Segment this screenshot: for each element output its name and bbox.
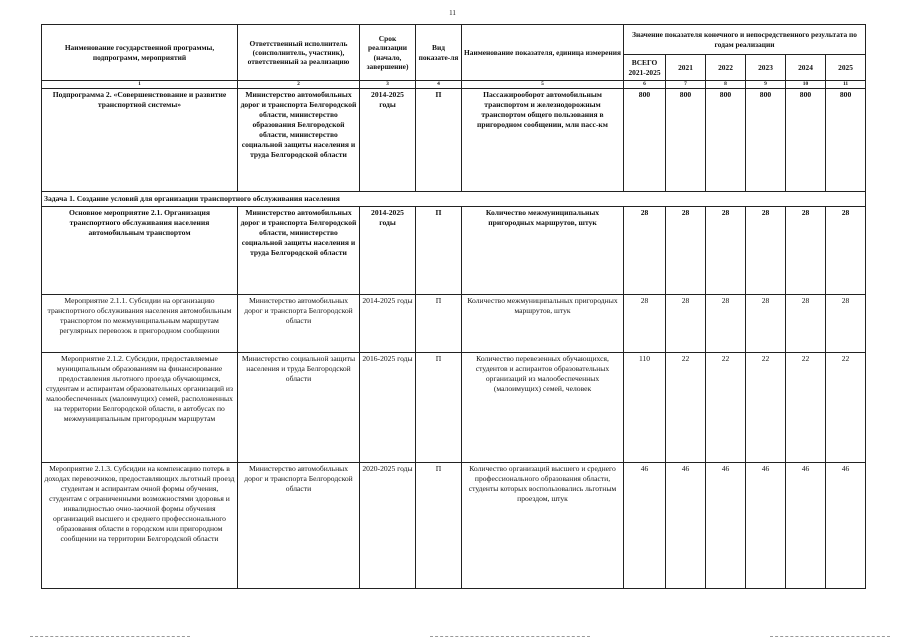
row-indicator-type: П — [416, 463, 462, 589]
column-number: 4 — [416, 81, 462, 89]
row-responsible: Министерство автомобильных дорог и транспорта Белгородской области — [238, 463, 360, 589]
row-value-year: 46 — [666, 463, 706, 589]
row-program-name: Основное мероприятие 2.1. Организация транспортного обслуживания населения автомобильным транспортом — [42, 207, 238, 295]
row-program-name: Мероприятие 2.1.2. Субсидии, предоставляемые муниципальным образованиям на финансирование предоставления льготного проезда обучающимся, студентам и аспирантам образовательных организаций из малообеспеченных (малоимущих) семей, расположенных на территории Белгородской области, в автобусах по межмуниципальным пригородным маршрутам — [42, 353, 238, 463]
row-indicator-type: П — [416, 89, 462, 192]
header-year: 2023 — [746, 55, 786, 81]
row-program-name: Подпрограмма 2. «Совершенствование и развитие транспортной системы» — [42, 89, 238, 192]
row-term: 2014-2025 годы — [360, 295, 416, 353]
row-value-year: 28 — [746, 207, 786, 295]
row-value-total: 28 — [624, 207, 666, 295]
task-title: Задача 1. Создание условий для организации транспортного обслуживания населения — [42, 192, 866, 207]
column-number: 2 — [238, 81, 360, 89]
row-value-total: 110 — [624, 353, 666, 463]
scan-edge-line — [30, 636, 190, 637]
row-indicator-name: Количество межмуниципальных пригородных маршрутов, штук — [462, 207, 624, 295]
row-indicator-type: П — [416, 353, 462, 463]
row-term: 2014-2025 годы — [360, 89, 416, 192]
column-number: 6 — [624, 81, 666, 89]
program-indicators-table — [41, 24, 866, 589]
table-row-measure — [42, 353, 866, 463]
row-value-year: 28 — [786, 295, 826, 353]
column-number: 9 — [746, 81, 786, 89]
row-value-year: 22 — [786, 353, 826, 463]
row-term: 2020-2025 годы — [360, 463, 416, 589]
row-program-name: Мероприятие 2.1.3. Субсидии на компенсацию потерь в доходах перевозчиков, предоставляющих льготный проезд студентам и аспирантам очной формы обучения, студентам с ограниченными возможностями здоровья и инвалидностью очно-заочной формы обучения организаций высшего и среднего профессионального образования области в городском или пригородном сообщении на территории Белгородской области — [42, 463, 238, 589]
row-value-year: 46 — [746, 463, 786, 589]
column-number: 10 — [786, 81, 826, 89]
row-value-year: 22 — [746, 353, 786, 463]
scan-edge-line — [430, 636, 590, 637]
page-number: 11 — [449, 9, 456, 17]
column-number: 1 — [42, 81, 238, 89]
row-value-year: 800 — [666, 89, 706, 192]
header-year: 2024 — [786, 55, 826, 81]
row-indicator-name: Количество организаций высшего и среднего профессионального образования области, студенты которых воспользовались льготным проездом, штук — [462, 463, 624, 589]
header-indicator-type: Вид показате-ля — [416, 25, 462, 81]
row-value-year: 28 — [666, 295, 706, 353]
column-number: 3 — [360, 81, 416, 89]
row-value-year: 28 — [826, 207, 866, 295]
table-row-measure — [42, 463, 866, 589]
row-value-year: 46 — [826, 463, 866, 589]
row-value-year: 800 — [786, 89, 826, 192]
header-year: 2025 — [826, 55, 866, 81]
column-number: 8 — [706, 81, 746, 89]
row-term: 2016-2025 годы — [360, 353, 416, 463]
row-responsible: Министерство автомобильных дорог и транспорта Белгородской области, министерство образования Белгородской области, министерство социальной защиты населения и труда Белгородской области — [238, 89, 360, 192]
row-value-year: 28 — [826, 295, 866, 353]
row-indicator-name: Количество межмуниципальных пригородных маршрутов, штук — [462, 295, 624, 353]
row-value-total: 46 — [624, 463, 666, 589]
table-row-main-measure — [42, 207, 866, 295]
header-year: 2022 — [706, 55, 746, 81]
scan-edge-line — [770, 636, 890, 637]
row-responsible: Министерство автомобильных дорог и транспорта Белгородской области, министерство социальной защиты населения и труда Белгородской области — [238, 207, 360, 295]
header-indicator-name: Наименование показателя, единица измерения — [462, 25, 624, 81]
column-numbers-row — [42, 81, 866, 89]
row-value-year: 28 — [746, 295, 786, 353]
column-number: 5 — [462, 81, 624, 89]
header-year: 2021 — [666, 55, 706, 81]
row-value-year: 28 — [706, 207, 746, 295]
row-value-year: 22 — [666, 353, 706, 463]
row-indicator-name: Количество перевезенных обучающихся, студентов и аспирантов образовательных организаций из малообеспеченных (малоимущих) семей, человек — [462, 353, 624, 463]
row-value-total: 800 — [624, 89, 666, 192]
header-program-name: Наименование государственной программы, подпрограмм, мероприятий — [42, 25, 238, 81]
row-value-year: 28 — [786, 207, 826, 295]
column-number: 11 — [826, 81, 866, 89]
row-value-year: 22 — [706, 353, 746, 463]
row-responsible: Министерство социальной защиты населения и труда Белгородской области — [238, 353, 360, 463]
table-row-subprogram — [42, 89, 866, 192]
header-responsible: Ответственный исполнитель (соисполнитель, участник), ответственный за реализацию — [238, 25, 360, 81]
row-responsible: Министерство автомобильных дорог и транспорта Белгородской области — [238, 295, 360, 353]
row-indicator-type: П — [416, 295, 462, 353]
header-values-group: Значение показателя конечного и непосредственного результата по годам реализации — [624, 25, 866, 55]
header-term: Срок реализации (начало, завершение) — [360, 25, 416, 81]
row-value-year: 800 — [826, 89, 866, 192]
column-number: 7 — [666, 81, 706, 89]
header-total: ВСЕГО 2021-2025 — [624, 55, 666, 81]
row-value-year: 800 — [706, 89, 746, 192]
table-row-task — [42, 192, 866, 207]
row-program-name: Мероприятие 2.1.1. Субсидии на организацию транспортного обслуживания населения автомобильным транспортом по межмуниципальным маршрутам регулярных перевозок в пригородном сообщении — [42, 295, 238, 353]
row-indicator-type: П — [416, 207, 462, 295]
row-value-year: 28 — [666, 207, 706, 295]
row-value-year: 28 — [706, 295, 746, 353]
row-value-year: 800 — [746, 89, 786, 192]
row-value-year: 22 — [826, 353, 866, 463]
table-row-measure — [42, 295, 866, 353]
row-indicator-name: Пассажирооборот автомобильным транспортом и железнодорожным транспортом общего пользования в пригородном сообщении, млн пасс-км — [462, 89, 624, 192]
row-value-year: 46 — [786, 463, 826, 589]
row-term: 2014-2025 годы — [360, 207, 416, 295]
row-value-year: 46 — [706, 463, 746, 589]
row-value-total: 28 — [624, 295, 666, 353]
